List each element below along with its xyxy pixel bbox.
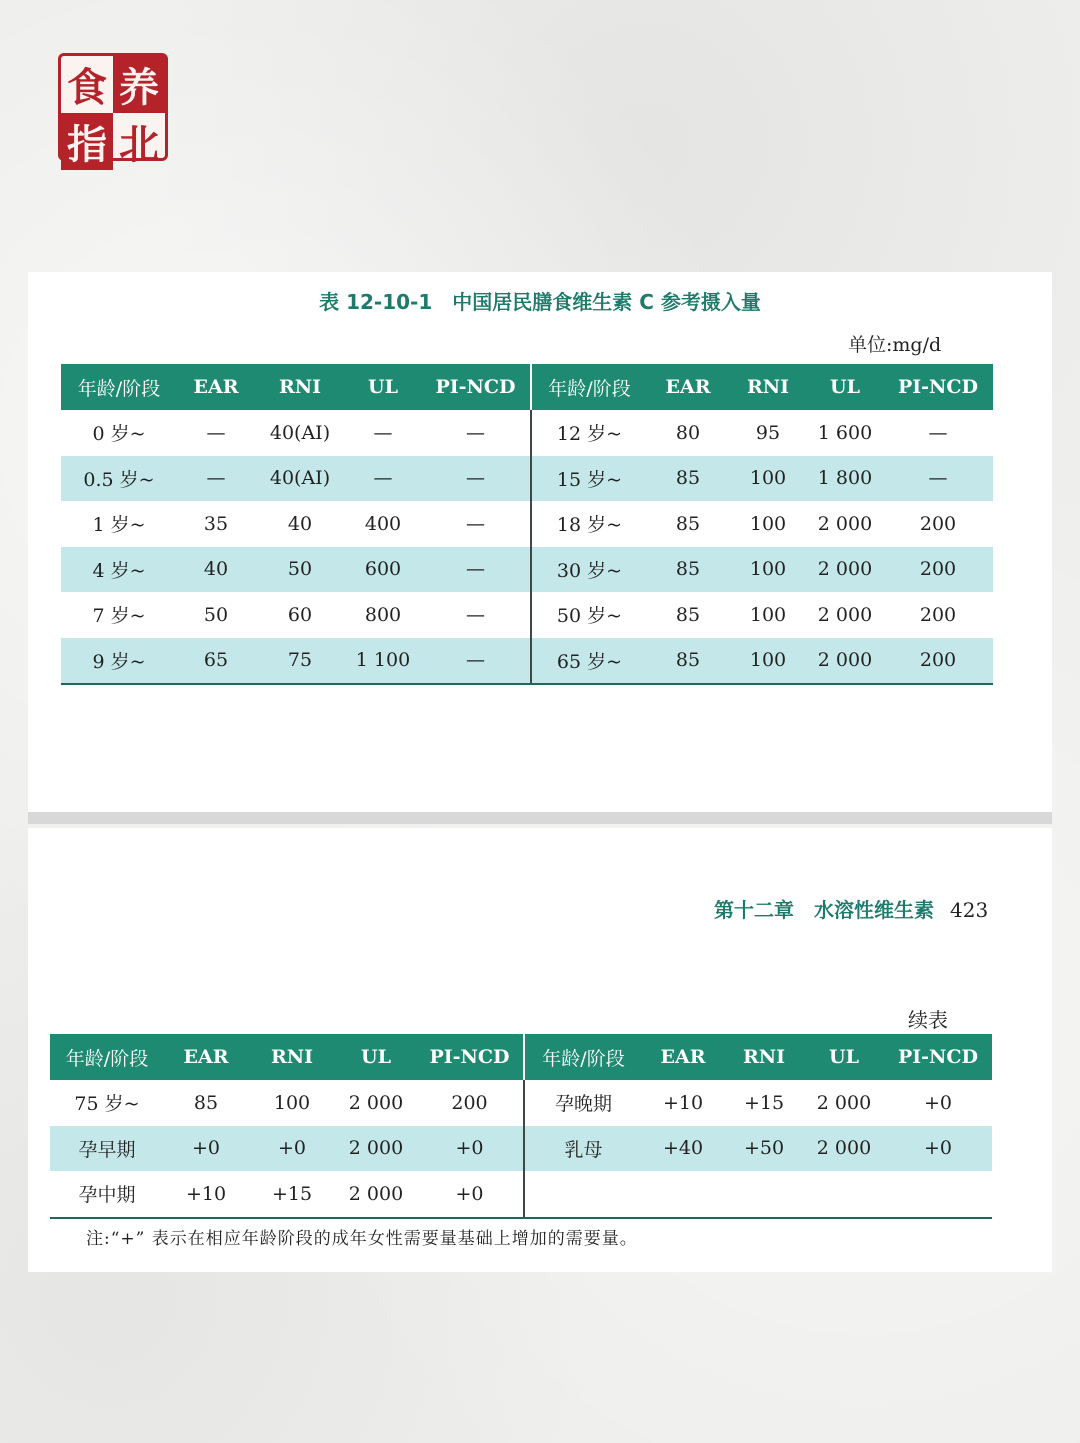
- table-cell: +40: [642, 1126, 724, 1172]
- table-cell: 85: [675, 512, 701, 535]
- seal-char: 北: [119, 122, 159, 168]
- table-cell: 200: [883, 638, 993, 685]
- table-cell: 50: [203, 603, 229, 626]
- table-row: [50, 1080, 992, 1126]
- table-cell: 85: [675, 603, 701, 626]
- table-cell: 100: [749, 512, 787, 535]
- table-cell: 0.5 岁~: [61, 456, 177, 502]
- table-cell: 12 岁~: [531, 410, 647, 456]
- column-header: RNI: [255, 364, 345, 410]
- table-cell: 75 岁~: [74, 1093, 140, 1116]
- table-cell: 95: [755, 421, 781, 444]
- table-cell: +0: [416, 1171, 524, 1218]
- table-cell: 65: [177, 638, 255, 685]
- vitamin-c-table: [61, 364, 993, 685]
- table-cell: 65 岁~: [531, 638, 647, 685]
- table-cell: +0: [416, 1126, 524, 1172]
- table-row: [50, 1171, 992, 1218]
- column-header: PI-NCD: [421, 364, 531, 410]
- table-cell: 孕早期: [50, 1126, 164, 1172]
- table-cell: 60: [287, 603, 313, 626]
- table-cell: 800: [364, 603, 402, 626]
- column-header: EAR: [642, 1034, 724, 1080]
- column-header: 年龄/阶段: [531, 364, 647, 410]
- table-cell: +50: [724, 1126, 804, 1172]
- table-cell: 50 岁~: [531, 592, 647, 638]
- table-cell: 85: [647, 456, 729, 502]
- table-cell: 15 岁~: [531, 456, 647, 502]
- column-header: RNI: [724, 1034, 804, 1080]
- table-cell: 85: [647, 547, 729, 593]
- book-page-top: [28, 272, 1052, 824]
- table-cell: 100: [729, 456, 807, 502]
- table-cell: 40(AI): [255, 456, 345, 502]
- table-cell: 孕中期: [50, 1171, 164, 1218]
- table-cell: 85: [193, 1091, 219, 1114]
- table-cell: —: [883, 456, 993, 502]
- chapter-title: 第十二章 水溶性维生素: [714, 898, 934, 922]
- table-cell: 100: [729, 547, 807, 593]
- table-cell: —: [466, 421, 485, 444]
- table-row: [61, 410, 993, 456]
- column-header: 年龄/阶段: [524, 1034, 642, 1080]
- table-row: [61, 638, 993, 685]
- table-cell: 85: [647, 638, 729, 685]
- table-cell: 4 岁~: [61, 547, 177, 593]
- table-cell: 200: [451, 1091, 488, 1114]
- table-cell: 30 岁~: [531, 547, 647, 593]
- table-cell: [524, 1171, 642, 1218]
- table-cell: 40: [177, 547, 255, 593]
- table-cell: —: [345, 456, 421, 502]
- table-row: [61, 547, 993, 593]
- table-cell: 75: [255, 638, 345, 685]
- table-cell: 2 000: [816, 1091, 872, 1114]
- table-cell: 2 000: [807, 638, 883, 685]
- table-cell: [642, 1171, 724, 1218]
- table-row: [61, 501, 993, 547]
- table-cell: +0: [884, 1126, 992, 1172]
- column-header: UL: [807, 364, 883, 410]
- seal-char: 食: [67, 65, 107, 111]
- seal-char: 养: [113, 56, 165, 113]
- seal-char: 指: [61, 113, 113, 170]
- seal-logo: [58, 53, 168, 168]
- table-cell: —: [466, 603, 485, 626]
- table-cell: +10: [164, 1171, 248, 1218]
- table-cell: 1 600: [817, 421, 873, 444]
- table-cell: 35: [203, 512, 229, 535]
- table-header-row: [50, 1034, 992, 1080]
- table-cell: 100: [729, 638, 807, 685]
- table-cell: [724, 1171, 804, 1218]
- table-cell: 50: [255, 547, 345, 593]
- table-cell: —: [206, 421, 226, 444]
- table-cell: +0: [923, 1091, 952, 1114]
- table-cell: 1 800: [807, 456, 883, 502]
- column-header: EAR: [164, 1034, 248, 1080]
- column-header: EAR: [647, 364, 729, 410]
- table-cell: 200: [919, 603, 957, 626]
- table-cell: 2 000: [807, 547, 883, 593]
- table-cell: 9 岁~: [61, 638, 177, 685]
- table-cell: 40: [287, 512, 313, 535]
- table-cell: 0 岁~: [92, 423, 146, 446]
- table-cell: 200: [919, 512, 957, 535]
- table-row: [61, 456, 993, 502]
- table-title: 表 12-10-1 中国居民膳食维生素 C 参考摄入量: [319, 290, 761, 314]
- column-header: 年龄/阶段: [61, 364, 177, 410]
- table-row: [61, 592, 993, 638]
- table-cell: +15: [248, 1171, 336, 1218]
- column-header: RNI: [248, 1034, 336, 1080]
- table-cell: 1 100: [345, 638, 421, 685]
- table-cell: 2 000: [817, 603, 873, 626]
- table-header-row: [61, 364, 993, 410]
- table-footnote: 注:“+” 表示在相应年龄阶段的成年女性需要量基础上增加的需要量。: [86, 1229, 638, 1249]
- table-cell: 7 岁~: [92, 605, 146, 628]
- table-cell: —: [421, 547, 531, 593]
- table-cell: —: [466, 512, 485, 535]
- book-page-bottom: [28, 828, 1052, 1272]
- column-header: PI-NCD: [883, 364, 993, 410]
- table-cell: [884, 1171, 992, 1218]
- table-cell: 1 岁~: [92, 514, 146, 537]
- table-cell: —: [177, 456, 255, 502]
- table-cell: 200: [883, 547, 993, 593]
- table-cell: 2 000: [336, 1126, 416, 1172]
- table-row: [50, 1126, 992, 1172]
- table-cell: 100: [273, 1091, 311, 1114]
- table-cell: +15: [743, 1091, 785, 1114]
- table-cell: 2 000: [817, 512, 873, 535]
- table-cell: +0: [248, 1126, 336, 1172]
- table-cell: 孕晚期: [524, 1080, 642, 1126]
- chapter-heading: [714, 894, 988, 923]
- table-cell: 600: [345, 547, 421, 593]
- vitamin-c-table-continued: [50, 1034, 992, 1219]
- column-header: RNI: [729, 364, 807, 410]
- table-cell: 100: [749, 603, 787, 626]
- table-cell: 400: [364, 512, 402, 535]
- table-cell: 2 000: [804, 1126, 884, 1172]
- table-cell: 80: [675, 421, 701, 444]
- table-cell: +10: [662, 1091, 704, 1114]
- table-cell: 18 岁~: [531, 501, 647, 547]
- table-cell: [804, 1171, 884, 1218]
- column-header: PI-NCD: [416, 1034, 524, 1080]
- unit-label: 单位:mg/d: [848, 334, 942, 356]
- continued-label: 续表: [908, 1008, 948, 1032]
- table-cell: 2 000: [336, 1171, 416, 1218]
- table-cell: 40(AI): [269, 421, 331, 444]
- table-cell: +0: [164, 1126, 248, 1172]
- table-cell: —: [421, 638, 531, 685]
- table-cell: 乳母: [524, 1126, 642, 1172]
- table-cell: 2 000: [348, 1091, 404, 1114]
- table-cell: —: [373, 421, 393, 444]
- column-header: UL: [804, 1034, 884, 1080]
- page-number: 423: [950, 898, 989, 922]
- table-cell: —: [928, 421, 948, 444]
- column-header: EAR: [177, 364, 255, 410]
- column-header: UL: [336, 1034, 416, 1080]
- table-cell: —: [421, 456, 531, 502]
- column-header: PI-NCD: [884, 1034, 992, 1080]
- column-header: 年龄/阶段: [50, 1034, 164, 1080]
- column-header: UL: [345, 364, 421, 410]
